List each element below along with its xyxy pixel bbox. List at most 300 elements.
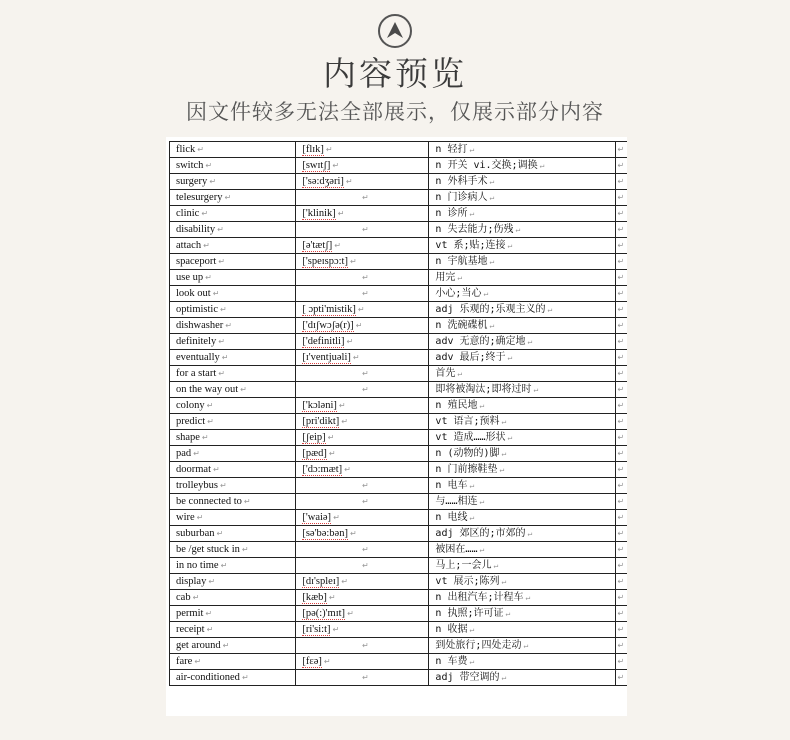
word-text: permit [176, 608, 204, 619]
return-mark-icon: ↵ [507, 241, 513, 250]
meaning-cell [429, 590, 615, 606]
phonetic-text: [fɛə] [302, 656, 322, 667]
return-mark-icon: ↵ [349, 529, 357, 538]
meaning-cell [429, 510, 615, 526]
phonetic-cell [296, 334, 429, 350]
meaning-text: 马上;一会儿 [435, 560, 492, 571]
meaning-cell [429, 654, 615, 670]
extra-cell [615, 510, 627, 526]
meaning-cell [429, 174, 615, 190]
return-mark-icon: ↵ [327, 433, 335, 442]
return-mark-icon: ↵ [201, 433, 209, 442]
meaning-text: n (动物的)脚 [435, 448, 500, 459]
table-row [170, 414, 628, 430]
phonetic-text: ['dɪʃwɔʃə(r)] [302, 320, 354, 331]
extra-cell [615, 174, 627, 190]
return-mark-icon: ↵ [217, 225, 224, 234]
meaning-text: n 收据 [435, 624, 468, 635]
word-text: switch [176, 160, 204, 171]
extra-cell [615, 190, 627, 206]
extra-cell [615, 366, 627, 382]
return-mark-icon: ↵ [323, 657, 331, 666]
word-cell [170, 158, 296, 174]
phonetic-text: ['kɔləni] [302, 400, 337, 411]
meaning-text: n 轻打 [435, 144, 468, 155]
return-mark-icon: ↵ [617, 465, 625, 474]
return-mark-icon: ↵ [344, 465, 351, 474]
word-text: be connected to [176, 496, 242, 507]
word-cell [170, 174, 296, 190]
extra-cell [615, 558, 627, 574]
return-mark-icon: ↵ [347, 609, 354, 618]
table-row [170, 174, 628, 190]
meaning-cell [429, 142, 615, 158]
return-mark-icon: ↵ [617, 433, 625, 442]
return-mark-icon: ↵ [533, 385, 539, 394]
table-row [170, 494, 628, 510]
return-mark-icon: ↵ [205, 161, 213, 170]
word-text: optimistic [176, 304, 218, 315]
return-mark-icon: ↵ [527, 529, 533, 538]
meaning-text: 即将被淘汰;即将过时 [435, 384, 532, 395]
word-cell [170, 574, 296, 590]
meaning-text: vt 系;贴;连接 [435, 240, 506, 251]
return-mark-icon: ↵ [362, 369, 369, 378]
return-mark-icon: ↵ [457, 273, 463, 282]
return-mark-icon: ↵ [617, 417, 625, 426]
table-row [170, 558, 628, 574]
word-cell [170, 526, 296, 542]
meaning-text: n 宇航基地 [435, 256, 488, 267]
word-text: eventually [176, 352, 220, 363]
word-text: look out [176, 288, 211, 299]
return-mark-icon: ↵ [617, 193, 625, 202]
return-mark-icon: ↵ [617, 385, 625, 394]
word-text: cab [176, 592, 191, 603]
return-mark-icon: ↵ [479, 401, 485, 410]
phonetic-cell [296, 574, 429, 590]
meaning-text: vt 语言;预料 [435, 416, 500, 427]
meaning-text: 首先 [435, 368, 456, 379]
phonetic-text: ['dɔ:mæt] [302, 464, 343, 475]
meaning-text: 到处旅行;四处走动 [435, 640, 522, 651]
meaning-text: n 电线 [435, 512, 468, 523]
meaning-cell [429, 414, 615, 430]
return-mark-icon: ↵ [362, 497, 369, 506]
return-mark-icon: ↵ [617, 513, 625, 522]
word-cell [170, 558, 296, 574]
word-text: receipt [176, 624, 205, 635]
return-mark-icon: ↵ [617, 209, 625, 218]
table-row [170, 366, 628, 382]
word-text: shape [176, 432, 200, 443]
meaning-cell [429, 542, 615, 558]
phonetic-cell [296, 510, 429, 526]
meaning-text: adj 郊区的;市郊的 [435, 528, 526, 539]
word-cell [170, 654, 296, 670]
word-text: for a start [176, 368, 217, 379]
word-text: pad [176, 448, 192, 459]
meaning-cell [429, 270, 615, 286]
phonetic-cell [296, 142, 429, 158]
return-mark-icon: ↵ [493, 561, 499, 570]
return-mark-icon: ↵ [328, 593, 336, 602]
meaning-cell [429, 254, 615, 270]
return-mark-icon: ↵ [617, 545, 625, 554]
extra-cell [615, 142, 627, 158]
phonetic-text: [dɪ'spleɪ] [302, 576, 340, 587]
word-text: definitely [176, 336, 217, 347]
meaning-cell [429, 158, 615, 174]
return-mark-icon: ↵ [507, 353, 513, 362]
table-row [170, 158, 628, 174]
extra-cell [615, 574, 627, 590]
extra-cell [615, 350, 627, 366]
meaning-cell [429, 318, 615, 334]
return-mark-icon: ↵ [341, 417, 348, 426]
meaning-cell [429, 430, 615, 446]
return-mark-icon: ↵ [352, 353, 360, 362]
return-mark-icon: ↵ [206, 625, 214, 634]
return-mark-icon: ↵ [212, 289, 220, 298]
return-mark-icon: ↵ [617, 529, 625, 538]
table-row [170, 238, 628, 254]
return-mark-icon: ↵ [362, 545, 369, 554]
return-mark-icon: ↵ [332, 161, 340, 170]
meaning-text: adj 乐观的;乐观主义的 [435, 304, 546, 315]
meaning-text: adv 无意的;确定地 [435, 336, 526, 347]
return-mark-icon: ↵ [203, 241, 210, 250]
return-mark-icon: ↵ [337, 209, 345, 218]
meaning-cell [429, 574, 615, 590]
extra-cell [615, 158, 627, 174]
extra-cell [615, 238, 627, 254]
word-text: spaceport [176, 256, 217, 267]
return-mark-icon: ↵ [205, 273, 212, 282]
phonetic-cell [296, 286, 429, 302]
return-mark-icon: ↵ [213, 465, 220, 474]
extra-cell [615, 398, 627, 414]
extra-cell [615, 606, 627, 622]
return-mark-icon: ↵ [469, 145, 475, 154]
word-cell [170, 446, 296, 462]
return-mark-icon: ↵ [205, 609, 213, 618]
return-mark-icon: ↵ [222, 641, 230, 650]
word-cell [170, 270, 296, 286]
return-mark-icon: ↵ [194, 657, 202, 666]
page-subtitle: 因文件较多无法全部展示，仅展示部分内容 [186, 100, 604, 124]
return-mark-icon: ↵ [489, 257, 495, 266]
word-text: use up [176, 272, 204, 283]
meaning-cell [429, 398, 615, 414]
word-cell [170, 318, 296, 334]
return-mark-icon: ↵ [499, 465, 505, 474]
return-mark-icon: ↵ [617, 401, 625, 410]
table-row [170, 446, 628, 462]
meaning-cell [429, 462, 615, 478]
return-mark-icon: ↵ [547, 305, 553, 314]
phonetic-cell [296, 238, 429, 254]
extra-cell [615, 302, 627, 318]
extra-cell [615, 318, 627, 334]
word-cell [170, 622, 296, 638]
return-mark-icon: ↵ [617, 481, 625, 490]
word-cell [170, 510, 296, 526]
extra-cell [615, 222, 627, 238]
extra-cell [615, 414, 627, 430]
table-row [170, 286, 628, 302]
extra-cell [615, 654, 627, 670]
return-mark-icon: ↵ [241, 545, 249, 554]
word-cell [170, 430, 296, 446]
meaning-text: 与……相连 [435, 496, 478, 507]
word-text: predict [176, 416, 206, 427]
return-mark-icon: ↵ [328, 449, 336, 458]
return-mark-icon: ↵ [617, 641, 625, 650]
table-row [170, 622, 628, 638]
meaning-cell [429, 190, 615, 206]
phonetic-cell [296, 638, 429, 654]
return-mark-icon: ↵ [617, 225, 625, 234]
table-row [170, 606, 628, 622]
return-mark-icon: ↵ [469, 209, 475, 218]
return-mark-icon: ↵ [209, 177, 217, 186]
phonetic-cell [296, 430, 429, 446]
return-mark-icon: ↵ [617, 145, 625, 154]
return-mark-icon: ↵ [346, 337, 354, 346]
word-cell [170, 238, 296, 254]
phonetic-cell [296, 190, 429, 206]
phonetic-text: [ʃeip] [302, 432, 326, 443]
return-mark-icon: ↵ [469, 513, 475, 522]
return-mark-icon: ↵ [362, 385, 369, 394]
return-mark-icon: ↵ [362, 289, 369, 298]
phonetic-text: [ə'tætʃ] [302, 240, 333, 251]
page-title: 内容预览 [323, 54, 467, 93]
meaning-text: n 诊所 [435, 208, 468, 219]
phonetic-text: ['definitli] [302, 336, 345, 347]
table-row [170, 462, 628, 478]
logo-icon [378, 14, 412, 48]
return-mark-icon: ↵ [345, 177, 353, 186]
phonetic-cell [296, 446, 429, 462]
word-cell [170, 206, 296, 222]
word-text: dishwasher [176, 320, 224, 331]
word-text: surgery [176, 176, 208, 187]
return-mark-icon: ↵ [617, 305, 625, 314]
return-mark-icon: ↵ [338, 401, 346, 410]
meaning-cell [429, 334, 615, 350]
return-mark-icon: ↵ [201, 209, 209, 218]
phonetic-text: [pə(:)'mɪt] [302, 608, 346, 619]
word-text: air-conditioned [176, 672, 240, 683]
table-row [170, 350, 628, 366]
meaning-text: n 开关 vi.交换;调换 [435, 160, 538, 171]
return-mark-icon: ↵ [479, 497, 485, 506]
word-text: be /get stuck in [176, 544, 240, 555]
return-mark-icon: ↵ [489, 177, 495, 186]
meaning-text: n 出租汽车;计程车 [435, 592, 524, 603]
meaning-text: n 车费 [435, 656, 468, 667]
table-row [170, 270, 628, 286]
extra-cell [615, 526, 627, 542]
up-arrow-icon [385, 20, 405, 42]
table-row [170, 302, 628, 318]
return-mark-icon: ↵ [617, 449, 625, 458]
return-mark-icon: ↵ [501, 577, 507, 586]
extra-cell [615, 334, 627, 350]
phonetic-text: [kæb] [302, 592, 327, 603]
phonetic-cell [296, 302, 429, 318]
meaning-cell [429, 222, 615, 238]
extra-cell [615, 462, 627, 478]
return-mark-icon: ↵ [349, 257, 357, 266]
phonetic-cell [296, 526, 429, 542]
extra-cell [615, 590, 627, 606]
extra-cell [615, 446, 627, 462]
meaning-cell [429, 606, 615, 622]
return-mark-icon: ↵ [469, 657, 475, 666]
meaning-cell [429, 670, 615, 686]
return-mark-icon: ↵ [218, 257, 225, 266]
meaning-text: n 殖民地 [435, 400, 478, 411]
phonetic-cell [296, 414, 429, 430]
return-mark-icon: ↵ [483, 289, 489, 298]
return-mark-icon: ↵ [362, 561, 369, 570]
table-row [170, 398, 628, 414]
extra-cell [615, 286, 627, 302]
phonetic-cell [296, 654, 429, 670]
table-row [170, 206, 628, 222]
return-mark-icon: ↵ [241, 673, 249, 682]
phonetic-cell [296, 158, 429, 174]
return-mark-icon: ↵ [220, 305, 227, 314]
phonetic-cell [296, 174, 429, 190]
phonetic-text: [swɪtʃ] [302, 160, 331, 171]
return-mark-icon: ↵ [221, 353, 229, 362]
return-mark-icon: ↵ [489, 321, 495, 330]
meaning-text: adv 最后;终于 [435, 352, 506, 363]
word-text: display [176, 576, 207, 587]
meaning-text: n 失去能力;伤残 [435, 224, 514, 235]
word-text: get around [176, 640, 221, 651]
word-text: telesurgery [176, 192, 223, 203]
meaning-cell [429, 366, 615, 382]
phonetic-text: [pæd] [302, 448, 327, 459]
return-mark-icon: ↵ [218, 337, 225, 346]
return-mark-icon: ↵ [617, 161, 625, 170]
return-mark-icon: ↵ [216, 529, 224, 538]
meaning-text: vt 展示;陈列 [435, 576, 500, 587]
extra-cell [615, 494, 627, 510]
return-mark-icon: ↵ [341, 577, 348, 586]
word-cell [170, 494, 296, 510]
phonetic-cell [296, 494, 429, 510]
phonetic-cell [296, 622, 429, 638]
table-row [170, 638, 628, 654]
return-mark-icon: ↵ [501, 417, 507, 426]
return-mark-icon: ↵ [527, 337, 533, 346]
return-mark-icon: ↵ [505, 609, 511, 618]
return-mark-icon: ↵ [362, 193, 369, 202]
return-mark-icon: ↵ [617, 673, 625, 682]
return-mark-icon: ↵ [617, 273, 625, 282]
word-text: suburban [176, 528, 215, 539]
meaning-cell [429, 350, 615, 366]
return-mark-icon: ↵ [501, 673, 507, 682]
phonetic-cell [296, 318, 429, 334]
extra-cell [615, 542, 627, 558]
return-mark-icon: ↵ [325, 145, 333, 154]
meaning-text: n 电车 [435, 480, 468, 491]
return-mark-icon: ↵ [332, 625, 340, 634]
return-mark-icon: ↵ [362, 673, 369, 682]
meaning-cell [429, 478, 615, 494]
word-cell [170, 142, 296, 158]
word-cell [170, 670, 296, 686]
return-mark-icon: ↵ [501, 449, 507, 458]
table-row [170, 590, 628, 606]
word-text: fare [176, 656, 193, 667]
return-mark-icon: ↵ [617, 321, 625, 330]
return-mark-icon: ↵ [539, 161, 545, 170]
return-mark-icon: ↵ [523, 641, 529, 650]
word-cell [170, 222, 296, 238]
return-mark-icon: ↵ [362, 225, 369, 234]
table-row [170, 382, 628, 398]
return-mark-icon: ↵ [457, 369, 463, 378]
return-mark-icon: ↵ [617, 241, 625, 250]
meaning-text: n 门前擦鞋垫 [435, 464, 498, 475]
meaning-cell [429, 494, 615, 510]
phonetic-cell [296, 270, 429, 286]
meaning-cell [429, 446, 615, 462]
meaning-text: 小心;当心 [435, 288, 482, 299]
table-row [170, 254, 628, 270]
return-mark-icon: ↵ [617, 353, 625, 362]
word-cell [170, 638, 296, 654]
table-row [170, 190, 628, 206]
phonetic-cell [296, 606, 429, 622]
word-cell [170, 414, 296, 430]
phonetic-cell [296, 350, 429, 366]
return-mark-icon: ↵ [489, 193, 495, 202]
phonetic-cell [296, 222, 429, 238]
meaning-cell [429, 558, 615, 574]
table-row [170, 526, 628, 542]
return-mark-icon: ↵ [225, 321, 232, 330]
meaning-cell [429, 238, 615, 254]
phonetic-text: ['speɪspɔ:t] [302, 256, 348, 267]
word-cell [170, 286, 296, 302]
meaning-cell [429, 622, 615, 638]
return-mark-icon: ↵ [617, 497, 625, 506]
return-mark-icon: ↵ [525, 593, 531, 602]
word-cell [170, 542, 296, 558]
word-text: in no time [176, 560, 219, 571]
return-mark-icon: ↵ [362, 641, 369, 650]
extra-cell [615, 206, 627, 222]
extra-cell [615, 638, 627, 654]
return-mark-icon: ↵ [243, 497, 251, 506]
phonetic-cell [296, 542, 429, 558]
vocab-table [169, 141, 627, 686]
word-cell [170, 254, 296, 270]
word-text: disability [176, 224, 216, 235]
meaning-text: adj 带空调的 [435, 672, 500, 683]
return-mark-icon: ↵ [515, 225, 521, 234]
word-cell [170, 366, 296, 382]
